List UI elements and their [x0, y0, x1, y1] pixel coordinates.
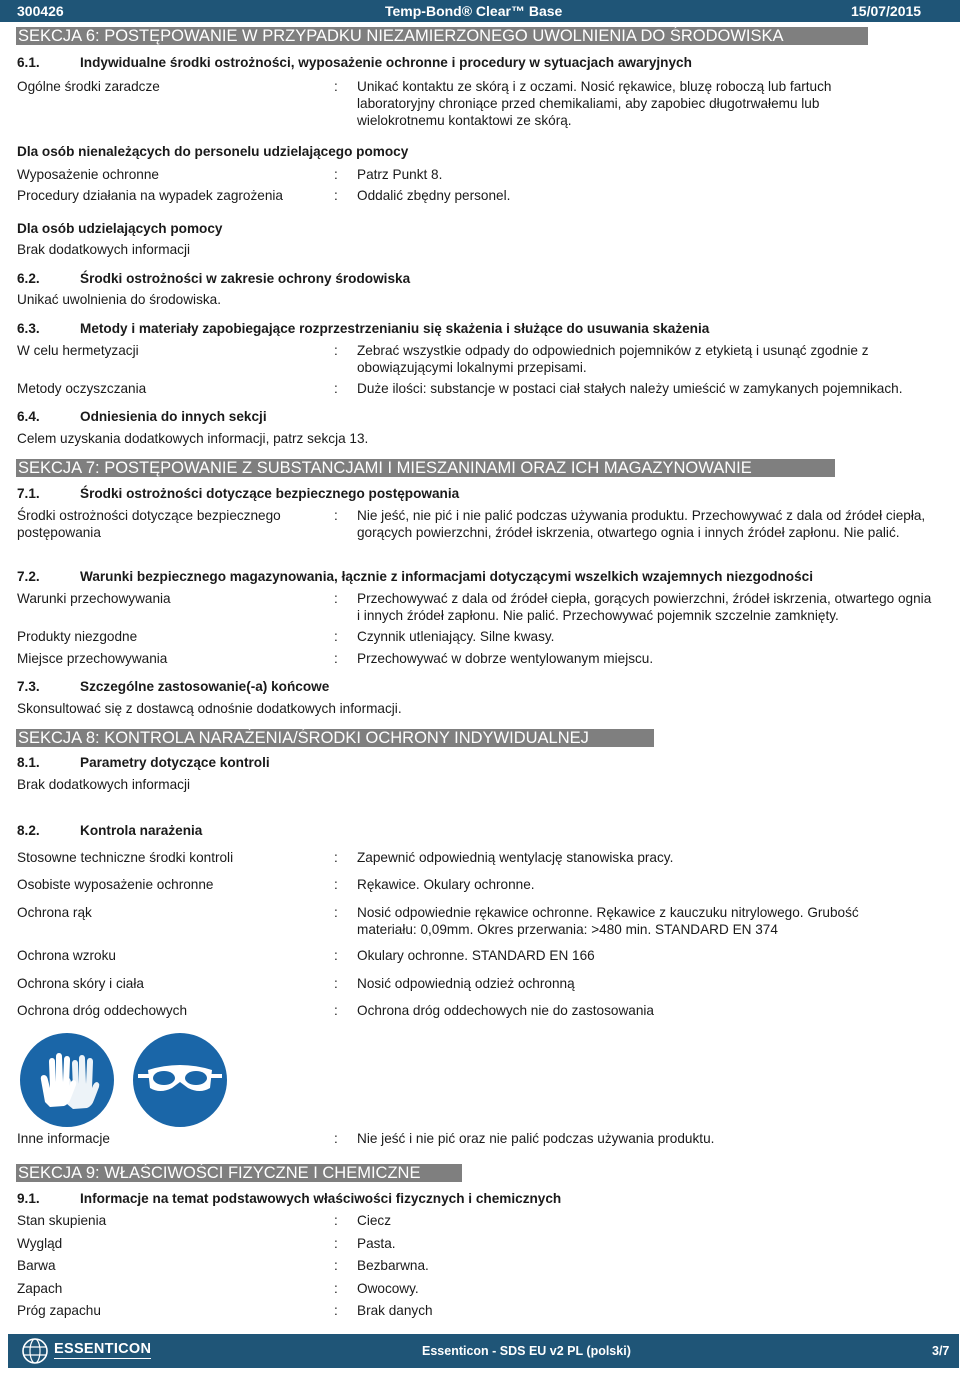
- subsection-title: Informacje na temat podstawowych właściwości fizycznych i chemicznych: [80, 1191, 562, 1206]
- field-value: Okulary ochronne. STANDARD EN 166: [357, 948, 595, 963]
- subsection-number: 6.4.: [17, 409, 40, 424]
- colon: :: [334, 79, 338, 94]
- logo-text: ESSENTICON: [54, 1341, 152, 1357]
- subsection-title: Środki ostrożności w zakresie ochrony środowiska: [80, 271, 411, 286]
- colon: :: [334, 1131, 338, 1146]
- paragraph: Celem uzyskania dodatkowych informacji, patrz sekcja 13.: [17, 431, 369, 446]
- colon: :: [334, 1303, 338, 1318]
- paragraph: Unikać uwolnienia do środowiska.: [17, 292, 222, 307]
- colon: :: [334, 877, 338, 892]
- colon: :: [334, 381, 338, 396]
- goggles-icon: [130, 1030, 230, 1130]
- colon: :: [334, 188, 338, 203]
- field-label: Procedury działania na wypadek zagrożenia: [17, 188, 283, 203]
- section-6-title: SEKCJA 6: POSTĘPOWANIE W PRZYPADKU NIEZAMIERZONEGO UWOLNIENIA DO ŚRODOWISKA: [16, 27, 868, 45]
- field-label: Ochrona dróg oddechowych: [17, 1003, 188, 1018]
- field-value: Nie jeść i nie pić oraz nie palić podczas używania produktu.: [357, 1131, 715, 1146]
- subsection-number: 7.3.: [17, 679, 40, 694]
- section-7-title: SEKCJA 7: POSTĘPOWANIE Z SUBSTANCJAMI I MIESZANINAMI ORAZ ICH MAGAZYNOWANIE: [16, 459, 835, 477]
- colon: :: [334, 651, 338, 666]
- page-number: 3/7: [932, 1344, 950, 1358]
- field-value: Nosić odpowiednią odzież ochronną: [357, 976, 575, 991]
- field-label: Ochrona skóry i ciała: [17, 976, 144, 991]
- subsection-title: Parametry dotyczące kontroli: [80, 755, 270, 770]
- field-label: Miejsce przechowywania: [17, 651, 168, 666]
- field-value: Przechowywać z dala od źródeł ciepła, gorących powierzchni, źródeł iskrzenia, otwartego ognia i innych źródeł zapłonu. Nie palić. Przechowywać pojemnik szczelnie zamknięty.: [357, 591, 932, 623]
- subsection-number: 7.1.: [17, 486, 40, 501]
- subsection-number: 6.2.: [17, 271, 40, 286]
- colon: :: [334, 1213, 338, 1228]
- field-label: Osobiste wyposażenie ochronne: [17, 877, 214, 892]
- footer-center: Essenticon - SDS EU v2 PL (polski): [422, 1344, 631, 1358]
- paragraph: Brak dodatkowych informacji: [17, 242, 191, 257]
- subsection-number: 8.2.: [17, 823, 40, 838]
- property-label: Barwa: [17, 1258, 56, 1273]
- subsection-title: Odniesienia do innych sekcji: [80, 409, 267, 424]
- doc-number: 300426: [17, 3, 64, 19]
- colon: :: [334, 905, 338, 920]
- colon: :: [334, 343, 338, 358]
- subsection-title: Kontrola narażenia: [80, 823, 203, 838]
- colon: :: [334, 1003, 338, 1018]
- field-label: Ochrona rąk: [17, 905, 92, 920]
- colon: :: [334, 948, 338, 963]
- subsection-number: 8.1.: [17, 755, 40, 770]
- property-value: Bezbarwna.: [357, 1258, 429, 1273]
- paragraph: Brak dodatkowych informacji: [17, 777, 191, 792]
- field-value: Zebrać wszystkie odpady do odpowiednich pojemników z etykietą i usunąć zgodnie z obowiązującymi lokalnymi przepisami.: [357, 343, 869, 375]
- property-value: Brak danych: [357, 1303, 433, 1318]
- field-value: Duże ilości: substancje w postaci ciał stałych należy umieścić w zamykanych pojemnikach.: [357, 381, 903, 396]
- field-value: Patrz Punkt 8.: [357, 167, 443, 182]
- subheading: Dla osób udzielających pomocy: [17, 221, 223, 236]
- field-label: Stosowne techniczne środki kontroli: [17, 850, 234, 865]
- colon: :: [334, 1258, 338, 1273]
- field-value: Nie jeść, nie pić i nie palić podczas używania produktu. Przechowywać z dala od źródeł ciepła, gorących powierzchni, źródeł iskrzenia, otwartego ognia i innych źródeł zapłonu. Nie palić.: [357, 508, 926, 540]
- globe-icon: [20, 1337, 50, 1365]
- field-label: Produkty niezgodne: [17, 629, 138, 644]
- property-label: Zapach: [17, 1281, 63, 1296]
- property-value: Pasta.: [357, 1236, 396, 1251]
- gloves-icon: [17, 1030, 117, 1130]
- field-label: W celu hermetyzacji: [17, 343, 139, 358]
- property-label: Stan skupienia: [17, 1213, 107, 1228]
- page-footer: [8, 1334, 959, 1368]
- doc-date: 15/07/2015: [851, 3, 922, 19]
- subheading: Dla osób nienależących do personelu udzielającego pomocy: [17, 144, 409, 159]
- field-label: Warunki przechowywania: [17, 591, 171, 606]
- field-label: Wyposażenie ochronne: [17, 167, 159, 182]
- property-value: Owocowy.: [357, 1281, 419, 1296]
- subsection-title: Warunki bezpiecznego magazynowania, łącznie z informacjami dotyczącymi wszelkich wzajemnych niezgodności: [80, 569, 814, 584]
- field-value: Nosić odpowiednie rękawice ochronne. Rękawice z kauczuku nitrylowego. Grubość materiału: 0,09mm. Okres przerwania: >480 min. STANDARD EN 374: [357, 905, 859, 937]
- subsection-number: 6.1.: [17, 55, 40, 70]
- field-label: Ochrona wzroku: [17, 948, 116, 963]
- property-label: Wygląd: [17, 1236, 63, 1251]
- field-value: Zapewnić odpowiednią wentylację stanowiska pracy.: [357, 850, 674, 865]
- paragraph: Skonsultować się z dostawcą odnośnie dodatkowych informacji.: [17, 701, 402, 716]
- colon: :: [334, 508, 338, 523]
- colon: :: [334, 1281, 338, 1296]
- section-8-title: SEKCJA 8: KONTROLA NARAŻENIA/ŚRODKI OCHRONY INDYWIDUALNEJ: [16, 729, 654, 747]
- section-9-title: SEKCJA 9: WŁAŚCIWOŚCI FIZYCZNE I CHEMICZNE: [16, 1164, 462, 1182]
- field-value: Przechowywać w dobrze wentylowanym miejscu.: [357, 651, 654, 666]
- subsection-number: 6.3.: [17, 321, 40, 336]
- colon: :: [334, 629, 338, 644]
- field-label: Ogólne środki zaradcze: [17, 79, 160, 94]
- field-value: Unikać kontaktu ze skórą i z oczami. Nosić rękawice, bluzę roboczą lub fartuch laboratoryjny chroniące przed chemikaliami, aby zapobiec długotrwałemu lub wielokrotnemu kontaktowi ze skórą.: [357, 79, 832, 128]
- field-value: Czynnik utleniający. Silne kwasy.: [357, 629, 555, 644]
- field-value: Rękawice. Okulary ochronne.: [357, 877, 535, 892]
- property-label: Próg zapachu: [17, 1303, 101, 1318]
- field-label: Metody oczyszczania: [17, 381, 147, 396]
- field-label: Środki ostrożności dotyczące bezpiecznego postępowania: [17, 508, 281, 540]
- subsection-title: Szczególne zastosowanie(-a) końcowe: [80, 679, 330, 694]
- field-value: Oddalić zbędny personel.: [357, 188, 511, 203]
- field-value: Ochrona dróg oddechowych nie do zastosowania: [357, 1003, 654, 1018]
- colon: :: [334, 591, 338, 606]
- product-name: Temp-Bond® Clear™ Base: [385, 3, 563, 19]
- subsection-title: Środki ostrożności dotyczące bezpiecznego postępowania: [80, 486, 460, 501]
- subsection-number: 7.2.: [17, 569, 40, 584]
- property-value: Ciecz: [357, 1213, 391, 1228]
- subsection-title: Metody i materiały zapobiegające rozprzestrzenianiu się skażenia i służące do usuwania skażenia: [80, 321, 710, 336]
- subsection-title: Indywidualne środki ostrożności, wyposażenie ochronne i procedury w sytuacjach awaryjnych: [80, 55, 692, 70]
- colon: :: [334, 167, 338, 182]
- field-label: Inne informacje: [17, 1131, 110, 1146]
- colon: :: [334, 976, 338, 991]
- subsection-number: 9.1.: [17, 1191, 40, 1206]
- essenticon-logo: [20, 1337, 50, 1368]
- colon: :: [334, 850, 338, 865]
- colon: :: [334, 1236, 338, 1251]
- page-header: [0, 0, 960, 22]
